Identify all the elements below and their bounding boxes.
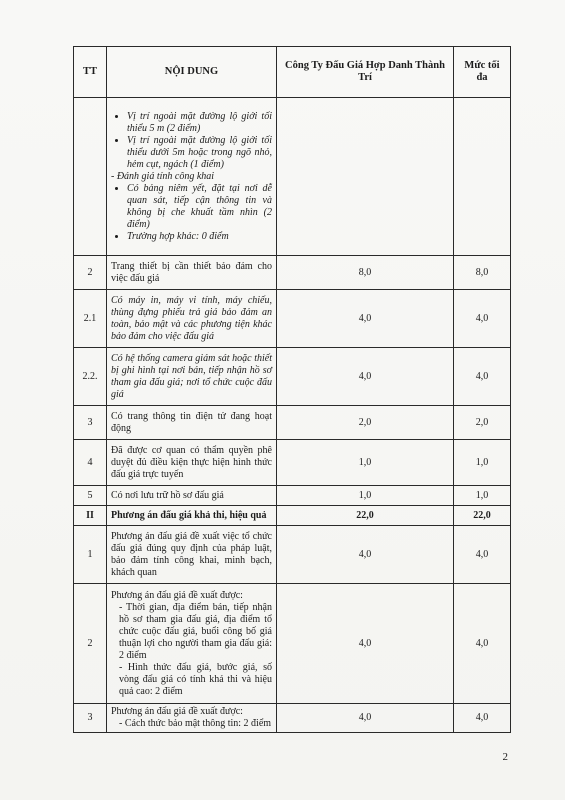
page-number: 2 xyxy=(502,751,508,763)
row-content xyxy=(107,704,277,733)
header-company: Công Ty Đấu Giá Hợp Danh Thành Trí xyxy=(277,47,454,98)
row-max: 4,0 xyxy=(454,290,511,348)
row-content: Có hệ thống camera giám sát hoặc thiết bị ghi hình tại nơi bán, tiếp nhận hồ sơ tham gia đấu giá; nơi tổ chức cuộc đấu giá xyxy=(107,348,277,406)
list-item: • Trường hợp khác: 0 điểm xyxy=(127,231,272,243)
table-row xyxy=(74,348,511,406)
list-item: • Vị trí ngoài mặt đường lộ giới tối thiểu dưới 5m hoặc trong ngõ nhỏ, hẻm cụt, ngách (1 điểm) xyxy=(127,135,272,171)
evaluation-table xyxy=(73,46,511,733)
row-tt: 1 xyxy=(74,526,107,584)
row-tt: 2 xyxy=(74,584,107,704)
row-max: 1,0 xyxy=(454,486,511,506)
row-max: 4,0 xyxy=(454,348,511,406)
row-max: 4,0 xyxy=(454,704,511,733)
list-item: • Có bảng niêm yết, đặt tại nơi dễ quan sát, tiếp cận thông tin và không bị che khuất tầm nhìn (2 điểm) xyxy=(127,183,272,231)
table-row xyxy=(74,406,511,440)
section-score: 22,0 xyxy=(277,506,454,526)
row-max: 8,0 xyxy=(454,256,511,290)
list-item: - Thời gian, địa điểm bán, tiếp nhận hồ sơ tham gia đấu giá, địa điểm tổ chức cuộc đấu giá, buổi công bố giá thuận lợi cho người tham gia đấu giá: 2 điểm xyxy=(119,601,272,661)
section-tt: II xyxy=(74,506,107,526)
row-score: 4,0 xyxy=(277,704,454,733)
row-score: 1,0 xyxy=(277,440,454,486)
row-content xyxy=(107,584,277,704)
continuation-content xyxy=(107,98,277,256)
table-row xyxy=(74,440,511,486)
row-max: 2,0 xyxy=(454,406,511,440)
row-score: 4,0 xyxy=(277,348,454,406)
row-tt: 2.1 xyxy=(74,290,107,348)
header-tt: TT xyxy=(74,47,107,98)
row-content: Có máy in, máy vi tính, máy chiếu, thùng đựng phiếu trả giá bảo đảm an toàn, bảo mật và các phương tiện khác bảo đảm cho việc đấu giá xyxy=(107,290,277,348)
row-lead: Phương án đấu giá đề xuất được: xyxy=(111,589,243,601)
bullet-list-publicity xyxy=(111,183,272,243)
row-max: 1,0 xyxy=(454,440,511,486)
row-content: Phương án đấu giá đề xuất việc tổ chức đấu giá đúng quy định của pháp luật, bảo đảm tính công khai, minh bạch, khách quan xyxy=(107,526,277,584)
section-content: Phương án đấu giá khả thi, hiệu quả xyxy=(107,506,277,526)
row-score: 4,0 xyxy=(277,526,454,584)
row-score: 8,0 xyxy=(277,256,454,290)
row-lead: Phương án đấu giá đề xuất được: xyxy=(111,706,243,717)
table-row xyxy=(74,290,511,348)
list-item: • Vị trí ngoài mặt đường lộ giới tối thiểu 5 m (2 điểm) xyxy=(127,111,272,135)
row-max: 4,0 xyxy=(454,584,511,704)
row-tt: 3 xyxy=(74,704,107,733)
table-row xyxy=(74,486,511,506)
row-content: Trang thiết bị cần thiết bảo đảm cho việc đấu giá xyxy=(107,256,277,290)
header-content: NỘI DUNG xyxy=(107,47,277,98)
row-tt: 2 xyxy=(74,256,107,290)
section-max: 22,0 xyxy=(454,506,511,526)
table-row xyxy=(74,704,511,733)
row-max: 4,0 xyxy=(454,526,511,584)
row-tt: 2.2. xyxy=(74,348,107,406)
row-score: 1,0 xyxy=(277,486,454,506)
row-tt: 5 xyxy=(74,486,107,506)
row-tt: 4 xyxy=(74,440,107,486)
row-content: Có nơi lưu trữ hồ sơ đấu giá xyxy=(107,486,277,506)
row-content: Đã được cơ quan có thẩm quyền phê duyệt đủ điều kiện thực hiện hình thức đấu giá trực tuyến xyxy=(107,440,277,486)
list-item: - Cách thức bảo mật thông tin: 2 điểm xyxy=(119,718,272,729)
row-score: 4,0 xyxy=(277,290,454,348)
table-row xyxy=(74,526,511,584)
row-score: 4,0 xyxy=(277,584,454,704)
row-tt: 3 xyxy=(74,406,107,440)
table-row xyxy=(74,256,511,290)
section-row-ii xyxy=(74,506,511,526)
row-content: Có trang thông tin điện tử đang hoạt động xyxy=(107,406,277,440)
header-max: Mức tối đa xyxy=(454,47,511,98)
table-header-row xyxy=(74,47,511,98)
dash-item: - Đánh giá tính công khai xyxy=(111,170,215,182)
table-row-continuation xyxy=(74,98,511,256)
bullet-list-location xyxy=(111,111,272,171)
list-item: - Hình thức đấu giá, bước giá, số vòng đấu giá có tính khả thi và hiệu quả cao: 2 điểm xyxy=(119,661,272,697)
row-score: 2,0 xyxy=(277,406,454,440)
table-row xyxy=(74,584,511,704)
